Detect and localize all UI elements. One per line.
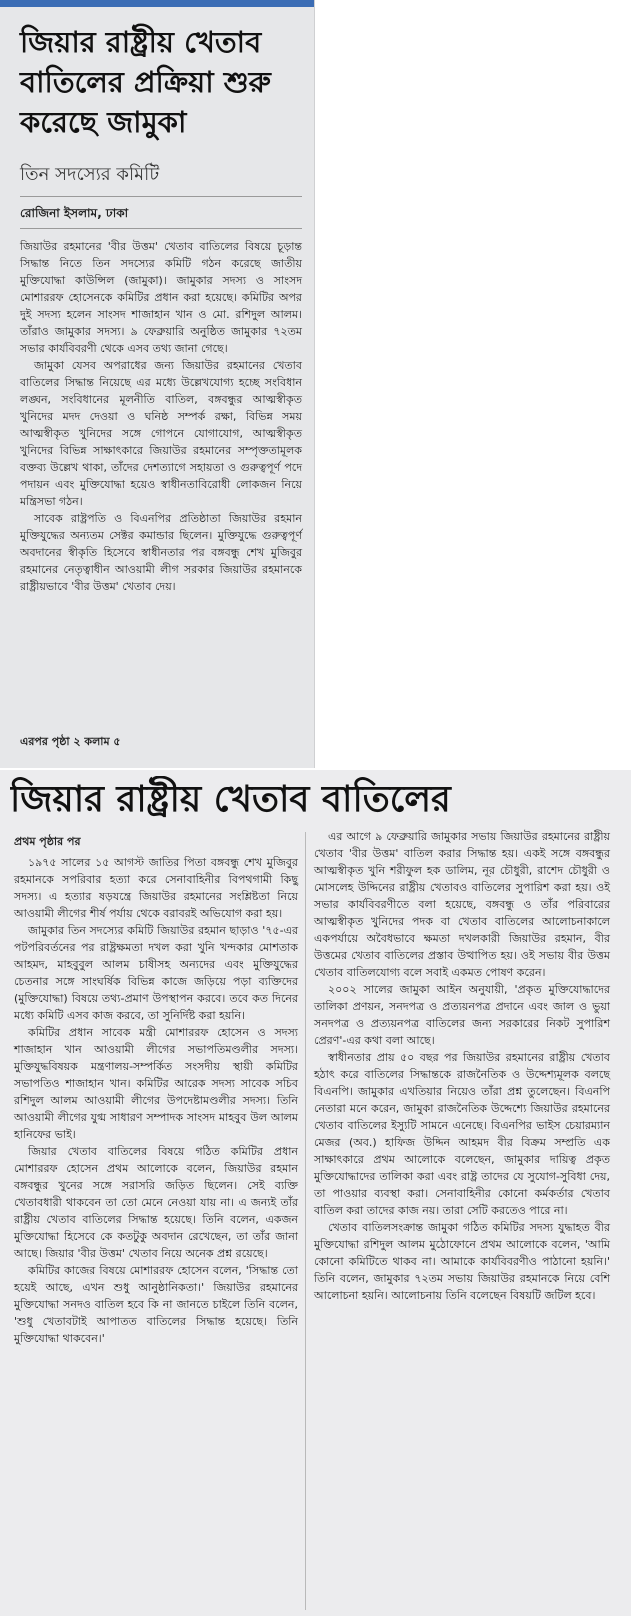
paragraph: স্বাধীনতার প্রায় ৫০ বছর পর জিয়াউর রহমানের রাষ্ট্রীয় খেতাব হঠাৎ করে বাতিলের সিদ্ধান্তকে রাজনৈতিক ও উদ্দেশ্যমূলক বলছে বিএনপি। জামুকার এখতিয়ার নিয়েও তাঁরা প্রশ্ন তুলেছেন। বিএনপি নেতারা মনে করেন, জামুকা রাজনৈতিক উদ্দেশ্যে জিয়াউর রহমানের খেতাব বাতিলের ইস্যুটি সামনে এনেছে। বিএনপির ভাইস চেয়ারম্যান মেজর (অব.) হাফিজ উদ্দিন আহমদ বীর বিক্রম সম্প্রতি এক সাক্ষাৎকারে প্রথম আলোকে বলেছেন, জামুকার দায়িত্ব প্রকৃত মুক্তিযোদ্ধাদের তালিকা করা এবং রাষ্ট্র তাদের যে সুযোগ-সুবিধা দেয়, তা পাওয়ার ব্যবস্থা করা। সেনাবাহিনীর কোনো কর্মকর্তার খেতাব বাতিল করা তাদের কাজ নয়। তারা সেটি করতেও পারে না। bbox=[314, 1051, 610, 1217]
paragraph: জিয়ার খেতাব বাতিলের বিষয়ে গঠিত কমিটির প্রধান মোশাররফ হোসেন প্রথম আলোকে বলেন, জিয়াউর রহমান বঙ্গবন্ধুর খুনের সঙ্গে সরাসরি জড়িত ছিলেন। সেই ব্যক্তি খেতাবধারী থাকবেন তা তো মেনে নেওয়া যায় না। এ জন্যই তাঁর রাষ্ট্রীয় খেতাব বাতিলের সিদ্ধান্ত হয়েছে। তিনি বলেন, একজন মুক্তিযোদ্ধা হিসেবে কে কতটুকু অবদান রেখেছেন, তা তাঁর জানা আছে। জিয়ার 'বীর উত্তম' খেতাব নিয়ে অনেক প্রশ্ন রয়েছে। bbox=[14, 1145, 298, 1260]
left-column bbox=[14, 854, 298, 1347]
paragraph: জামুকা যেসব অপরাধের জন্য জিয়াউর রহমানের খেতাব বাতিলের সিদ্ধান্ত নিয়েছে এর মধ্যে উল্লেখযোগ্য হচ্ছে সংবিধান লঙ্ঘন, সংবিধানের মূলনীতি বাতিল, বঙ্গবন্ধুর আত্মস্বীকৃত খুনিদের মদদ দেওয়া ও ঘনিষ্ঠ সম্পর্ক রক্ষা, বিভিন্ন সময় আত্মস্বীকৃত খুনিদের সঙ্গে গোপনে যোগাযোগ, আত্মস্বীকৃত খুনিদের বিভিন্ন সাক্ষাৎকারে জিয়াউর রহমানের সম্পৃক্ততামূলক বক্তব্য উল্লেখ থাকা, তাঁদের দেশত্যাগে সহায়তা ও গুরুত্বপূর্ণ পদে পদায়ন এবং মুক্তিযোদ্ধা হয়েও স্বাধীনতাবিরোধী লোকজন নিয়ে মন্ত্রিসভা গঠন। bbox=[20, 359, 302, 508]
paragraph: সাবেক রাষ্ট্রপতি ও বিএনপির প্রতিষ্ঠাতা জিয়াউর রহমান মুক্তিযুদ্ধের অন্যতম সেক্টর কমান্ডার ছিলেন। মুক্তিযুদ্ধে গুরুত্বপূর্ণ অবদানের স্বীকৃতি হিসেবে স্বাধীনতার পর বঙ্গবন্ধু শেখ মুজিবুর রহমানের নেতৃত্বাধীন আওয়ামী লীগ সরকার জিয়াউর রহমানকে রাষ্ট্রীয়ভাবে 'বীর উত্তম' খেতাব দেয়। bbox=[20, 512, 302, 593]
paragraph: জিয়াউর রহমানের 'বীর উত্তম' খেতাব বাতিলের বিষয়ে চূড়ান্ত সিদ্ধান্ত নিতে তিন সদস্যের কমিটি গঠন করেছে জাতীয় মুক্তিযোদ্ধা কাউন্সিল (জামুকা)। জামুকার সদস্য ও সাংসদ মোশাররফ হোসেনকে কমিটির প্রধান করা হয়েছে। কমিটির অপর দুই সদস্য হলেন সাংসদ শাজাহান খান ও মো. রশিদুল আলম। তাঁরাও জামুকার সদস্য। ৯ ফেব্রুয়ারি অনুষ্ঠিত জামুকার ৭২তম সভার কার্যবিবরণী থেকে এসব তথ্য জানা গেছে। bbox=[20, 240, 302, 355]
continued-on-note: এরপর পৃষ্ঠা ২ কলাম ৫ bbox=[20, 735, 121, 748]
right-column bbox=[314, 828, 610, 1304]
divider bbox=[20, 196, 302, 197]
subheadline: তিন সদস্যের কমিটি bbox=[20, 164, 160, 185]
article-body bbox=[20, 238, 302, 595]
continued-from-note: প্রথম পৃষ্ঠার পর bbox=[14, 835, 81, 848]
front-page-clipping bbox=[0, 0, 315, 768]
divider bbox=[20, 228, 302, 229]
paragraph: ১৯৭৫ সালের ১৫ আগস্ট জাতির পিতা বঙ্গবন্ধু শেখ মুজিবুর রহমানকে সপরিবার হত্যা করে সেনাবাহিনীর বিপথগামী কিছু সদস্য। এ হত্যার ষড়যন্ত্রে জিয়াউর রহমানের সংশ্লিষ্টতা নিয়ে আওয়ামী লীগের শীর্ষ পর্যায় থেকে বরাবরই অভিযোগ করা হয়। bbox=[14, 856, 298, 920]
inside-page-clipping bbox=[0, 770, 631, 1616]
paragraph: জামুকার তিন সদস্যের কমিটি জিয়াউর রহমান ছাড়াও '৭৫-এর পটপরিবর্তনের পর রাষ্ট্রক্ষমতা দখল করা খুনি খন্দকার মোশতাক আহমদ, মাহবুবুল আলম চাষীসহ অন্যদের এবং মুক্তিযুদ্ধের চেতনার সঙ্গে সাংঘর্ষিক বিভিন্ন কাজে জড়িয়ে পড়া ব্যক্তিদের (মুক্তিযোদ্ধা) বিষয়ে তথ্য-প্রমাণ উপস্থাপন করবে। তবে কত দিনের মধ্যে কমিটি এসব কাজ করবে, তা সুনির্দিষ্ট করা হয়নি। bbox=[14, 924, 298, 1022]
column-divider bbox=[305, 832, 306, 1610]
byline: রোজিনা ইসলাম, ঢাকা bbox=[20, 206, 129, 220]
page-edge-strip bbox=[0, 0, 314, 7]
paragraph: এর আগে ৯ ফেব্রুয়ারি জামুকার সভায় জিয়াউর রহমানের রাষ্ট্রীয় খেতাব 'বীর উত্তম' বাতিল করার সিদ্ধান্ত হয়। একই সঙ্গে বঙ্গবন্ধুর আত্মস্বীকৃত খুনি শরীফুল হক ডালিম, নূর চৌধুরী, রাশেদ চৌধুরী ও মোসলেহ উদ্দিনের রাষ্ট্রীয় খেতাবও বাতিলের সুপারিশ করা হয়। ওই সভার কার্যবিবরণীতে বলা হয়েছে, বঙ্গবন্ধু ও তাঁর পরিবারের আত্মস্বীকৃত খুনিদের পদক বা খেতাব বাতিলের আলোচনাকালে একপর্যায়ে অবৈধভাবে ক্ষমতা দখলকারী জিয়াউর রহমান, বীর উত্তমের খেতাব বাতিলের প্রস্তাব উত্থাপিত হয়। ওই সভায় বীর উত্তম খেতাব বাতিলযোগ্য বলে সবাই একমত পোষণ করেন। bbox=[314, 830, 610, 979]
continuation-headline: জিয়ার রাষ্ট্রীয় খেতাব বাতিলের bbox=[10, 779, 451, 820]
paragraph: কমিটির কাজের বিষয়ে মোশাররফ হোসেন বলেন, 'সিদ্ধান্ত তো হয়েই আছে, এখন শুধু আনুষ্ঠানিকতা।' জিয়াউর রহমানের মুক্তিযোদ্ধা সনদও বাতিল হবে কি না জানতে চাইলে তিনি বলেন, 'শুধু খেতাবটাই আপাতত বাতিলের সিদ্ধান্ত হয়েছে। তিনি মুক্তিযোদ্ধা থাকবেন।' bbox=[14, 1264, 298, 1345]
headline: জিয়ার রাষ্ট্রীয় খেতাব বাতিলের প্রক্রিয়া শুরু করেছে জামুকা bbox=[20, 25, 271, 139]
paragraph: কমিটির প্রধান সাবেক মন্ত্রী মোশাররফ হোসেন ও সদস্য শাজাহান খান আওয়ামী লীগের সভাপতিমণ্ডলীর সদস্য। মুক্তিযুদ্ধবিষয়ক মন্ত্রণালয়-সম্পর্কিত সংসদীয় স্থায়ী কমিটির সভাপতিও শাজাহান খান। কমিটির আরেক সদস্য সাবেক সচিব রশিদুল আলম আওয়ামী লীগের উপদেষ্টামণ্ডলীর সদস্য। তিনি আওয়ামী লীগের যুগ্ম সাধারণ সম্পাদক সাংসদ মাহবুব উল আলম হানিফের ভাই। bbox=[14, 1026, 298, 1141]
paragraph: খেতাব বাতিলসংক্রান্ত জামুকা গঠিত কমিটির সদস্য যুদ্ধাহত বীর মুক্তিযোদ্ধা রশিদুল আলম মুঠোফোনে প্রথম আলোকে বলেন, 'আমি কোনো কমিটিতে থাকব না। আমাকে কার্যবিবরণীও পাঠানো হয়নি।' তিনি বলেন, জামুকার ৭২তম সভায় জিয়াউর রহমানকে নিয়ে বেশি আলোচনা হয়নি। আলোচনায় তিনি বলেছেন বিষয়টি জটিল হবে। bbox=[314, 1221, 610, 1302]
paragraph: ২০০২ সালের জামুকা আইন অনুযায়ী, 'প্রকৃত মুক্তিযোদ্ধাদের তালিকা প্রণয়ন, সনদপত্র ও প্রত্যয়নপত্র প্রদানে এবং জাল ও ভুয়া সনদপত্র ও প্রত্যয়নপত্র বাতিলের জন্য সরকারের নিকট সুপারিশ প্রেরণ'-এর কথা বলা আছে। bbox=[314, 983, 610, 1047]
